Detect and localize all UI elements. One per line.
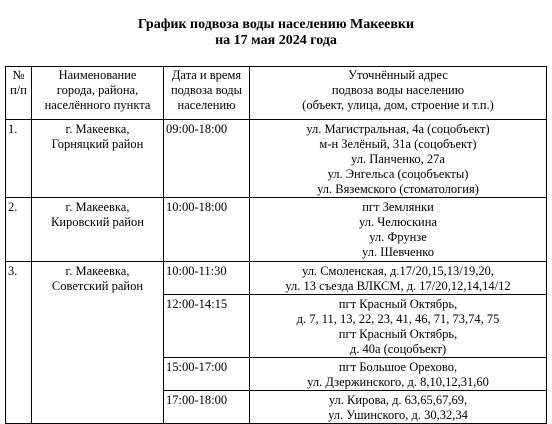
row-address: пгт Землянки ул. Челюскина ул. Фрунзе ул. Шевченко xyxy=(250,198,547,262)
table-row xyxy=(6,262,547,295)
table-row xyxy=(6,120,547,198)
header-address: Уточнённый адрес подвоза воды населению (объект, улица, дом, строение и т.п.) xyxy=(250,67,547,120)
row-time: 12:00-14:15 xyxy=(164,295,250,358)
row-address: ул. Магистральная, 4а (соцобъект) м-н Зелёный, 31а (соцобъект) ул. Панченко, 27а ул. Энгельса (соцобъекты) ул. Вяземского (стоматология) xyxy=(250,120,547,198)
row-address: пгт Красный Октябрь, д. 7, 11, 13, 22, 23, 41, 46, 71, 73,74, 75 пгт Красный Октябрь, д. 40а (соцобъект) xyxy=(250,295,547,358)
title-line-1: График подвоза воды населению Макеевки xyxy=(137,17,415,32)
row-time: 15:00-17:00 xyxy=(164,358,250,391)
row-address: пгт Большое Орехово, ул. Дзержинского, д. 8,10,12,31,60 xyxy=(250,358,547,391)
table-row xyxy=(6,198,547,262)
water-schedule-table xyxy=(5,66,547,424)
header-num: № п/п xyxy=(6,67,32,120)
row-number: 3. xyxy=(6,262,32,424)
row-address: ул. Кирова, д. 63,65,67,69, ул. Ушинского, д. 30,32,34 xyxy=(250,391,547,424)
row-city: г. Макеевка, Советский район xyxy=(32,262,164,424)
row-time: 17:00-18:00 xyxy=(164,391,250,424)
row-number: 1. xyxy=(6,120,32,198)
row-time: 10:00-18:00 xyxy=(164,198,250,262)
header-city: Наименование города, района, населённого пункта xyxy=(32,67,164,120)
row-address: ул. Смоленская, д.17/20,15,13/19,20, ул. 13 съезда ВЛКСМ, д. 17/20,12,14,14/12 xyxy=(250,262,547,295)
header-time: Дата и время подвоза воды населению xyxy=(164,67,250,120)
row-city: г. Макеевка, Кировский район xyxy=(32,198,164,262)
row-city: г. Макеевка, Горняцкий район xyxy=(32,120,164,198)
row-time: 09:00-18:00 xyxy=(164,120,250,198)
document-title xyxy=(0,17,552,49)
row-number: 2. xyxy=(6,198,32,262)
title-line-2: на 17 мая 2024 года xyxy=(215,33,337,48)
row-time: 10:00-11:30 xyxy=(164,262,250,295)
table-header-row xyxy=(6,67,547,120)
